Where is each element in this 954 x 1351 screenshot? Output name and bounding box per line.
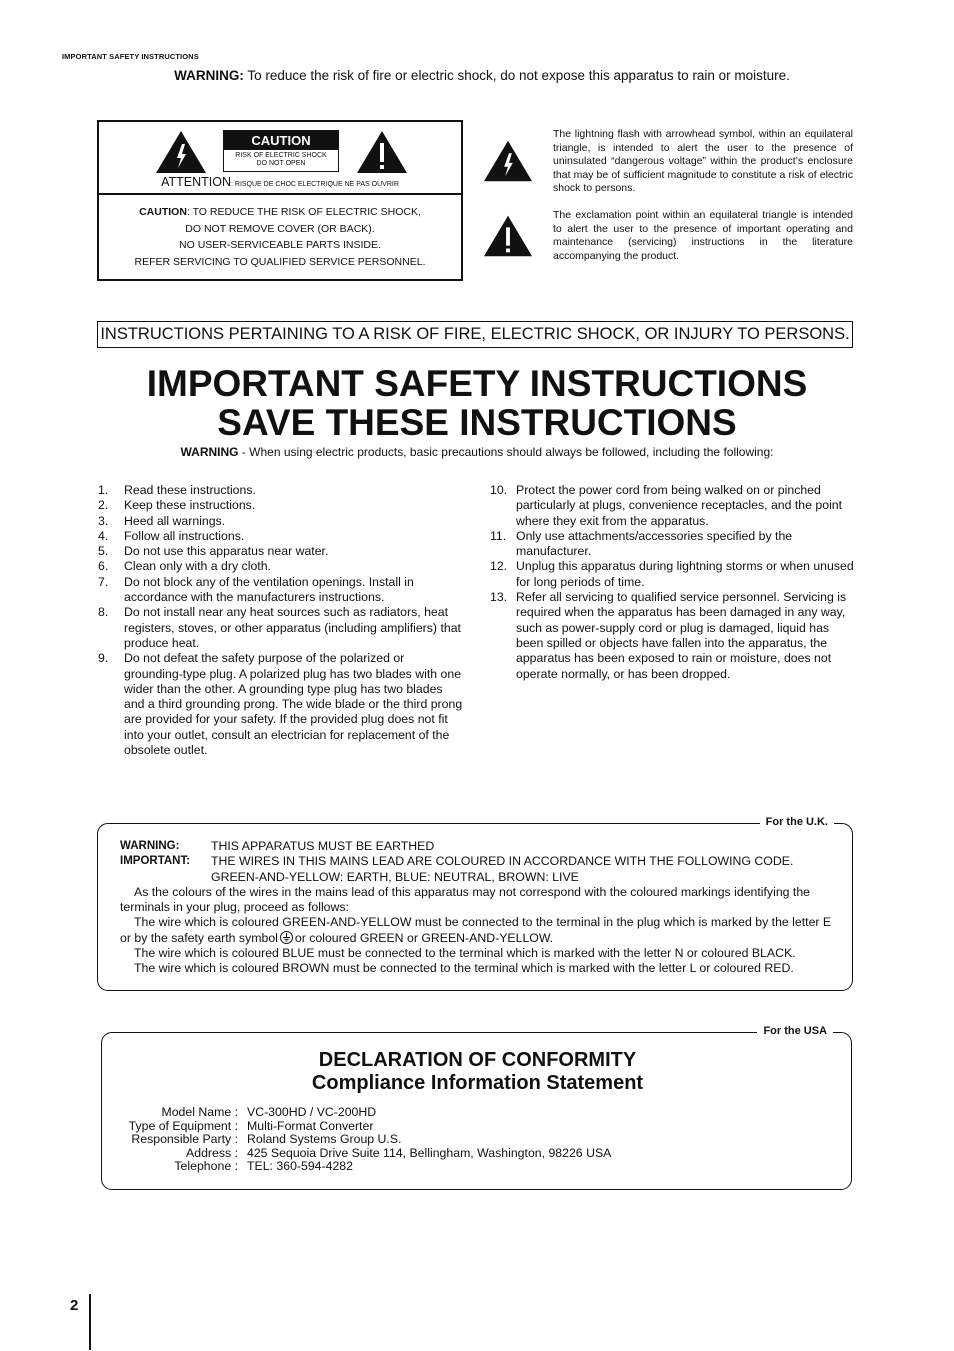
declaration-title-line2: Compliance Information Statement bbox=[311, 1072, 644, 1094]
instruction-text: Protect the power cord from being walked on or pinched particularly at plugs, convenience receptacles, and the point where they exit from the apparatus. bbox=[516, 483, 843, 528]
instruction-number: 1. bbox=[98, 483, 109, 497]
uk-colour-code-row bbox=[120, 870, 832, 885]
earth-symbol-icon bbox=[280, 931, 293, 944]
instruction-text: Do not defeat the safety purpose of the polarized or grounding-type plug. A polarized plug has two blades with one wider than the other. A grounding type plug has two blades and a third grounding prong. The wide blade or the third prong are provided for your safety. If the provided plug does not fit into your outlet, consult an electrician for replacement of the obsolete outlet. bbox=[124, 651, 463, 758]
uk-warning-label: WARNING: bbox=[120, 840, 180, 852]
lightning-symbol-description: The lightning flash with arrowhead symbol, within an equilateral triangle, is intended to alert the user to the presence of uninsulated “dangerous voltage” within the product’s enclosure that may be of sufficient magnitude to constitute a risk of electric shock to persons. bbox=[553, 128, 853, 194]
instruction-item bbox=[98, 605, 464, 651]
instruction-item bbox=[98, 544, 464, 559]
instruction-number: 10. bbox=[490, 483, 508, 497]
uk-key-spacer bbox=[120, 870, 211, 885]
caution-panel-top bbox=[99, 122, 461, 195]
declaration-field-label: Address : bbox=[186, 1145, 238, 1160]
top-warning bbox=[0, 68, 954, 83]
declaration-title-line1: DECLARATION OF CONFORMITY bbox=[318, 1049, 637, 1071]
instruction-item bbox=[98, 651, 464, 758]
declaration-field-value: VC-300HD / VC-200HD bbox=[247, 1105, 377, 1119]
instruction-item bbox=[490, 529, 854, 560]
uk-para4: The wire which is coloured BROWN must be connected to the terminal which is marked with the letter L or coloured RED. bbox=[134, 961, 794, 976]
caution-text-line1 bbox=[99, 204, 461, 221]
instruction-text: Clean only with a dry cloth. bbox=[124, 559, 271, 574]
declaration-title bbox=[102, 1049, 853, 1095]
declaration-field-value: Multi-Format Converter bbox=[247, 1118, 374, 1133]
uk-important-text1: THE WIRES IN THIS MAINS LEAD ARE COLOURED IN ACCORDANCE WITH THE FOLLOWING CODE. bbox=[211, 854, 794, 869]
instruction-text: Only use attachments/accessories specified by the manufacturer. bbox=[516, 528, 793, 559]
instruction-item bbox=[98, 498, 464, 513]
exclamation-warning-icon bbox=[356, 130, 408, 174]
general-warning bbox=[0, 445, 954, 459]
page-title-line1: IMPORTANT SAFETY INSTRUCTIONS bbox=[146, 363, 808, 404]
instruction-number: 5. bbox=[98, 544, 109, 559]
uk-para2-end: or coloured GREEN or GREEN-AND-YELLOW. bbox=[294, 930, 554, 945]
instructions-list-right bbox=[490, 483, 854, 682]
declaration-field-label: Telephone : bbox=[174, 1159, 238, 1173]
instruction-number: 6. bbox=[98, 559, 109, 574]
usa-declaration-box bbox=[101, 1025, 852, 1190]
exclamation-symbol-icon bbox=[483, 214, 533, 258]
lightning-symbol-icon bbox=[483, 139, 533, 183]
declaration-field-value: Roland Systems Group U.S. bbox=[247, 1132, 402, 1146]
instruction-number: 7. bbox=[98, 574, 109, 589]
instruction-text: Unplug this apparatus during lightning storms or when unused for long periods of time. bbox=[516, 559, 854, 589]
instruction-item bbox=[98, 529, 464, 544]
declaration-field-value: 425 Sequoia Drive Suite 114, Bellingham, Washington, 98226 USA bbox=[247, 1145, 612, 1160]
instruction-text: Read these instructions. bbox=[124, 483, 256, 497]
declaration-field-label: Responsible Party : bbox=[131, 1132, 238, 1146]
running-header: IMPORTANT SAFETY INSTRUCTIONS bbox=[62, 52, 199, 61]
instruction-item bbox=[490, 483, 854, 529]
uk-content bbox=[120, 839, 832, 977]
caution-text-line4: REFER SERVICING TO QUALIFIED SERVICE PERSONNEL. bbox=[134, 255, 426, 268]
caution-text-line3: NO USER-SERVICEABLE PARTS INSIDE. bbox=[179, 239, 381, 251]
uk-tag: For the U.K. bbox=[760, 816, 834, 828]
top-warning-label: WARNING: bbox=[174, 68, 244, 83]
instruction-item bbox=[98, 559, 464, 574]
instruction-text: Do not block any of the ventilation openings. Install in accordance with the manufacturers instructions. bbox=[124, 574, 414, 605]
exclamation-symbol-description: The exclamation point within an equilateral triangle is intended to alert the user to the presence of important operating and maintenance (servicing) instructions in the literature accompanying the product. bbox=[553, 209, 853, 262]
top-warning-text: To reduce the risk of fire or electric shock, do not expose this apparatus to rain or moisture. bbox=[243, 68, 790, 83]
instruction-number: 3. bbox=[98, 513, 109, 528]
instruction-item bbox=[98, 514, 464, 529]
uk-para1: As the colours of the wires in the mains lead of this apparatus may not correspond with the coloured markings identifying the terminals in your plug, proceed as follows: bbox=[120, 884, 811, 915]
instruction-number: 4. bbox=[98, 528, 109, 543]
instruction-number: 12. bbox=[490, 559, 508, 574]
uk-warning-row bbox=[120, 839, 832, 854]
page-number: 2 bbox=[70, 1297, 79, 1314]
instruction-number: 9. bbox=[98, 651, 109, 666]
instruction-number: 13. bbox=[490, 590, 508, 605]
caution-text-line1-body: : TO REDUCE THE RISK OF ELECTRIC SHOCK, bbox=[186, 206, 421, 218]
usa-tag: For the USA bbox=[757, 1025, 833, 1037]
instruction-number: 2. bbox=[98, 498, 109, 513]
attention-text: : RISQUE DE CHOC ELECTRIQUE NE PAS OUVRIR bbox=[231, 181, 399, 188]
general-warning-text: - When using electric products, basic precautions should always be followed, including the following: bbox=[238, 445, 774, 459]
instruction-text: Do not use this apparatus near water. bbox=[124, 544, 329, 559]
instruction-text: Refer all servicing to qualified service personnel. Servicing is required when the apparatus has been damaged in any way, such as power-supply cord or plug is damaged, liquid has been spilled or objects have fallen into the apparatus, the apparatus has been exposed to rain or moisture, does not operate normally, or has been dropped. bbox=[516, 590, 847, 681]
lightning-warning-icon bbox=[155, 130, 207, 174]
uk-important-label: IMPORTANT: bbox=[120, 855, 191, 868]
uk-para3: The wire which is coloured BLUE must be connected to the terminal which is marked with the letter N or coloured BLACK. bbox=[134, 946, 796, 961]
uk-para2 bbox=[120, 915, 832, 946]
uk-important-text2: GREEN-AND-YELLOW: EARTH, BLUE: NEUTRAL, BROWN: LIVE bbox=[211, 869, 579, 884]
attention-line bbox=[99, 175, 461, 189]
declaration-field-value: TEL: 360-594-4282 bbox=[247, 1159, 353, 1173]
instruction-item bbox=[98, 575, 464, 606]
instructions-list-left bbox=[98, 483, 464, 758]
uk-notice-box bbox=[97, 816, 853, 991]
instruction-number: 8. bbox=[98, 605, 109, 620]
uk-para2-start: The wire which is coloured GREEN-AND-YELLOW must be connected to the terminal in the plug which is marked by the letter E or by the safety earth symbol bbox=[120, 915, 832, 945]
attention-label: ATTENTION bbox=[161, 175, 231, 189]
caution-panel bbox=[97, 120, 463, 281]
caution-label bbox=[223, 130, 339, 172]
declaration-field-labels bbox=[102, 1106, 238, 1174]
instructions-banner: INSTRUCTIONS PERTAINING TO A RISK OF FIRE, ELECTRIC SHOCK, OR INJURY TO PERSONS. bbox=[97, 321, 853, 348]
instruction-text: Follow all instructions. bbox=[124, 528, 245, 543]
instruction-text: Do not install near any heat sources such as radiators, heat registers, stoves, or other apparatus (including amplifiers) that produce heat. bbox=[124, 605, 461, 650]
declaration-field-values bbox=[247, 1106, 807, 1174]
instruction-item bbox=[490, 590, 854, 682]
declaration-field-label: Type of Equipment : bbox=[128, 1118, 238, 1133]
caution-text-line2: DO NOT REMOVE COVER (OR BACK). bbox=[185, 222, 375, 235]
instruction-number: 11. bbox=[490, 528, 507, 543]
instruction-item bbox=[98, 483, 464, 498]
caution-text-label: CAUTION bbox=[139, 206, 187, 218]
general-warning-label: WARNING bbox=[180, 445, 239, 459]
page-number-rule bbox=[89, 1294, 91, 1350]
instruction-item bbox=[490, 559, 854, 590]
uk-important-row bbox=[120, 854, 832, 869]
caution-label-line1: RISK OF ELECTRIC SHOCK bbox=[235, 152, 327, 159]
instruction-text: Heed all warnings. bbox=[124, 513, 226, 528]
caution-text bbox=[99, 204, 461, 270]
instruction-text: Keep these instructions. bbox=[124, 498, 256, 513]
caution-label-head: CAUTION bbox=[224, 131, 338, 150]
uk-warning-text: THIS APPARATUS MUST BE EARTHED bbox=[211, 839, 435, 853]
page-title-line2: SAVE THESE INSTRUCTIONS bbox=[217, 402, 737, 443]
caution-label-line2: DO NOT OPEN bbox=[256, 160, 306, 167]
declaration-field-label: Model Name : bbox=[161, 1105, 238, 1119]
